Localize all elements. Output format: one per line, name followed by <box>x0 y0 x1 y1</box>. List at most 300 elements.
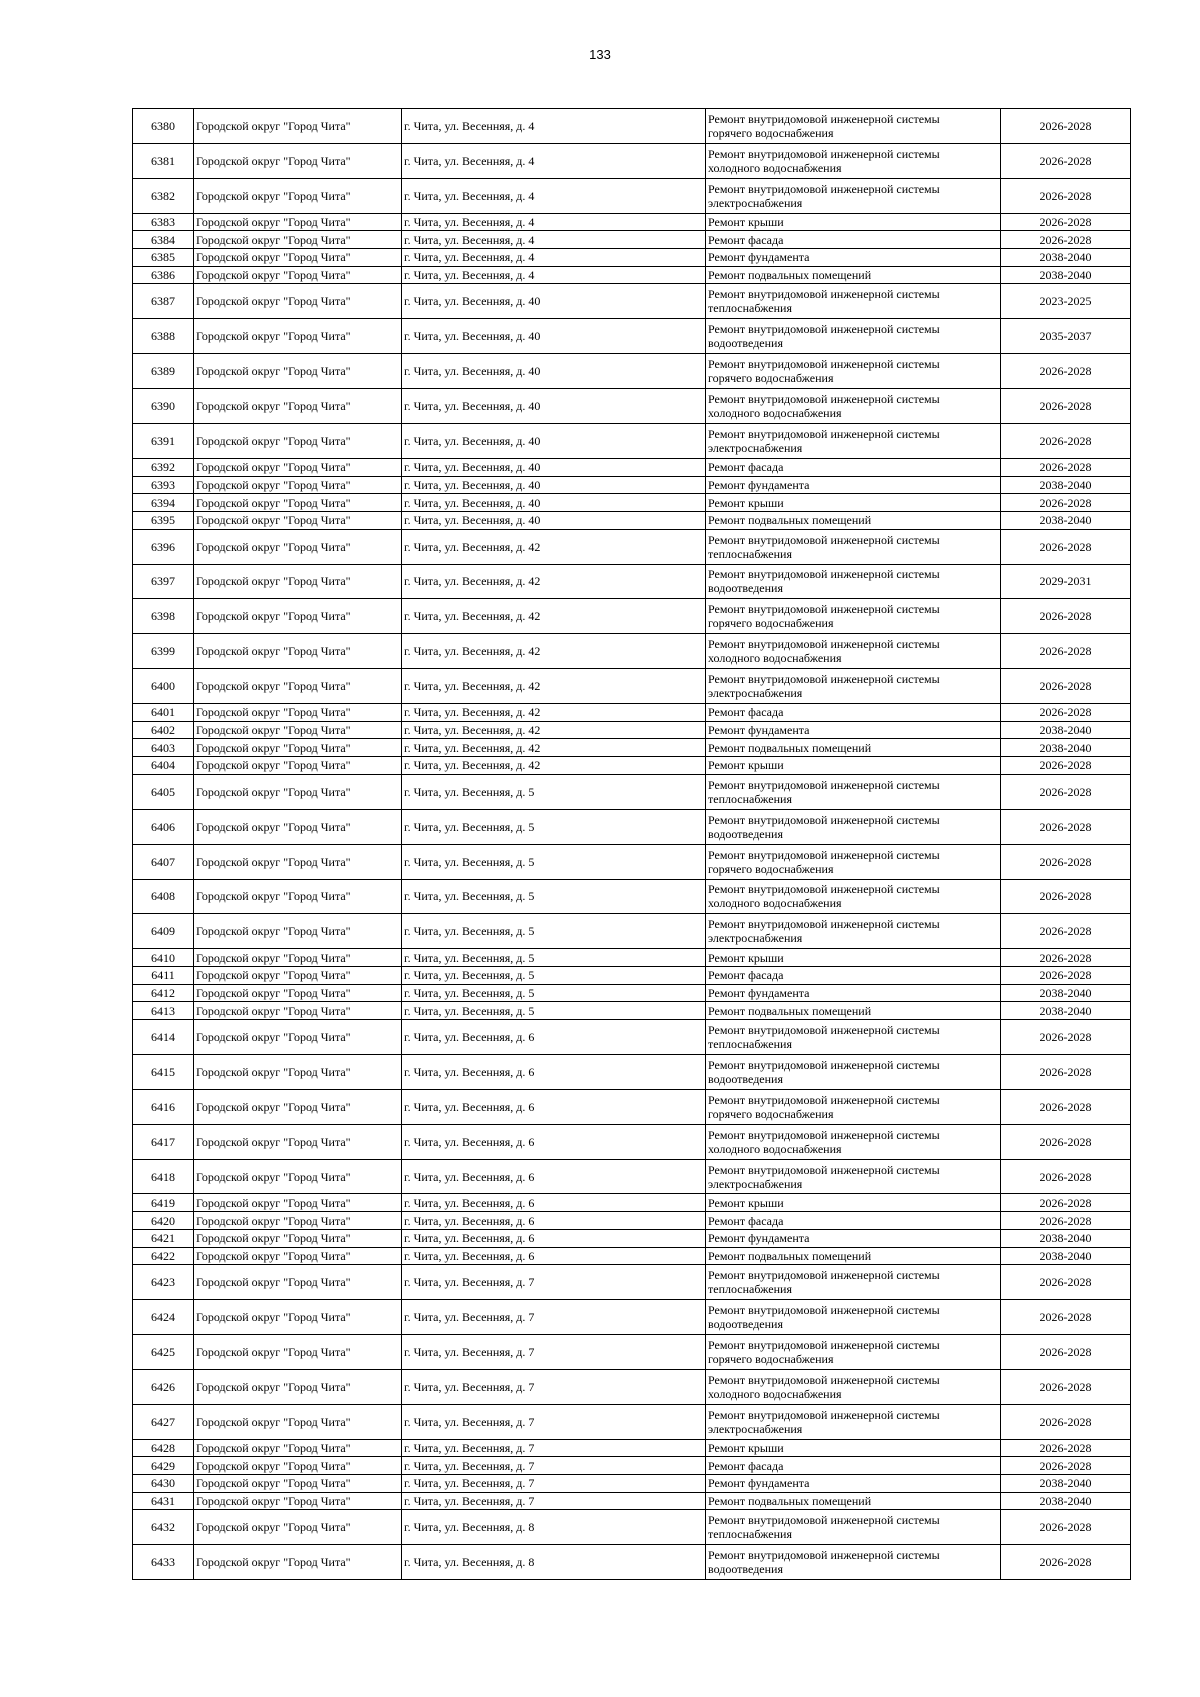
period-cell: 2026-2028 <box>1001 389 1131 424</box>
period-cell: 2026-2028 <box>1001 231 1131 249</box>
period-cell: 2026-2028 <box>1001 423 1131 458</box>
table-row <box>133 914 1131 949</box>
table-row <box>133 1247 1131 1265</box>
work-type-cell <box>706 109 1001 144</box>
row-number-cell: 6431 <box>133 1492 194 1510</box>
row-number-cell: 6403 <box>133 739 194 757</box>
address-cell: г. Чита, ул. Весенняя, д. 4 <box>402 143 706 178</box>
period-cell: 2038-2040 <box>1001 1229 1131 1247</box>
work-type-cell <box>706 1089 1001 1124</box>
work-type-cell <box>706 423 1001 458</box>
work-type-line: Ремонт внутридомовой инженерной системы <box>708 567 940 582</box>
row-number-cell: 6388 <box>133 319 194 354</box>
work-type-line: Ремонт внутридомовой инженерной системы <box>708 1372 940 1387</box>
municipality-cell: Городской округ "Город Чита" <box>194 109 402 144</box>
address-cell: г. Чита, ул. Весенняя, д. 4 <box>402 178 706 213</box>
period-cell: 2038-2040 <box>1001 1002 1131 1020</box>
work-type-line: теплоснабжения <box>708 1282 792 1297</box>
work-type-line: водоотведения <box>708 336 783 351</box>
row-number-cell: 6413 <box>133 1002 194 1020</box>
address-cell: г. Чита, ул. Весенняя, д. 42 <box>402 529 706 564</box>
municipality-cell: Городской округ "Город Чита" <box>194 966 402 984</box>
address-cell: г. Чита, ул. Весенняя, д. 6 <box>402 1212 706 1230</box>
period-cell: 2026-2028 <box>1001 1020 1131 1055</box>
work-type-line: Ремонт внутридомовой инженерной системы <box>708 1022 940 1037</box>
work-type-cell <box>706 879 1001 914</box>
address-cell: г. Чита, ул. Весенняя, д. 5 <box>402 879 706 914</box>
work-type-line: Ремонт крыши <box>708 950 784 965</box>
work-type-cell <box>706 178 1001 213</box>
row-number-cell: 6415 <box>133 1054 194 1089</box>
address-cell: г. Чита, ул. Весенняя, д. 4 <box>402 249 706 267</box>
row-number-cell: 6407 <box>133 844 194 879</box>
work-type-line: Ремонт фундамента <box>708 1476 810 1491</box>
municipality-cell: Городской округ "Город Чита" <box>194 213 402 231</box>
municipality-cell: Городской округ "Город Чита" <box>194 1404 402 1439</box>
work-type-line: водоотведения <box>708 1562 783 1577</box>
row-number-cell: 6425 <box>133 1335 194 1370</box>
period-cell: 2023-2025 <box>1001 284 1131 319</box>
work-type-line: Ремонт крыши <box>708 1441 784 1456</box>
period-cell: 2026-2028 <box>1001 634 1131 669</box>
period-cell: 2026-2028 <box>1001 1124 1131 1159</box>
row-number-cell: 6421 <box>133 1229 194 1247</box>
work-type-line: теплоснабжения <box>708 1527 792 1542</box>
period-cell: 2038-2040 <box>1001 511 1131 529</box>
work-type-line: Ремонт подвальных помещений <box>708 1248 872 1263</box>
work-type-line: горячего водоснабжения <box>708 861 834 876</box>
address-cell: г. Чита, ул. Весенняя, д. 5 <box>402 844 706 879</box>
work-type-line: Ремонт фасада <box>708 968 784 983</box>
work-type-cell <box>706 757 1001 775</box>
municipality-cell: Городской округ "Город Чита" <box>194 879 402 914</box>
row-number-cell: 6381 <box>133 143 194 178</box>
municipality-cell: Городской округ "Город Чита" <box>194 143 402 178</box>
municipality-cell: Городской округ "Город Чита" <box>194 1159 402 1194</box>
municipality-cell: Городской округ "Город Чита" <box>194 1247 402 1265</box>
work-type-line: Ремонт внутридомовой инженерной системы <box>708 392 940 407</box>
work-type-cell <box>706 511 1001 529</box>
work-type-cell <box>706 494 1001 512</box>
row-number-cell: 6396 <box>133 529 194 564</box>
address-cell: г. Чита, ул. Весенняя, д. 40 <box>402 476 706 494</box>
row-number-cell: 6397 <box>133 564 194 599</box>
table-row <box>133 354 1131 389</box>
work-type-line: Ремонт внутридомовой инженерной системы <box>708 847 940 862</box>
work-type-line: Ремонт внутридомовой инженерной системы <box>708 1407 940 1422</box>
work-type-line: Ремонт подвальных помещений <box>708 268 872 283</box>
work-type-line: Ремонт фасада <box>708 1213 784 1228</box>
work-type-cell <box>706 774 1001 809</box>
period-cell: 2026-2028 <box>1001 458 1131 476</box>
table-row <box>133 721 1131 739</box>
municipality-cell: Городской округ "Город Чита" <box>194 1439 402 1457</box>
period-cell: 2026-2028 <box>1001 774 1131 809</box>
municipality-cell: Городской округ "Город Чита" <box>194 529 402 564</box>
table-row <box>133 1457 1131 1475</box>
work-type-line: Ремонт фундамента <box>708 1231 810 1246</box>
address-cell: г. Чита, ул. Весенняя, д. 5 <box>402 809 706 844</box>
row-number-cell: 6380 <box>133 109 194 144</box>
address-cell: г. Чита, ул. Весенняя, д. 6 <box>402 1054 706 1089</box>
work-type-line: электроснабжения <box>708 1421 803 1436</box>
table-row <box>133 1002 1131 1020</box>
work-type-cell <box>706 721 1001 739</box>
work-type-cell <box>706 1510 1001 1545</box>
table-row <box>133 599 1131 634</box>
row-number-cell: 6430 <box>133 1475 194 1493</box>
address-cell: г. Чита, ул. Весенняя, д. 8 <box>402 1545 706 1580</box>
address-cell: г. Чита, ул. Весенняя, д. 5 <box>402 949 706 967</box>
address-cell: г. Чита, ул. Весенняя, д. 40 <box>402 511 706 529</box>
work-type-line: электроснабжения <box>708 195 803 210</box>
work-type-line: Ремонт внутридомовой инженерной системы <box>708 111 940 126</box>
address-cell: г. Чита, ул. Весенняя, д. 40 <box>402 354 706 389</box>
row-number-cell: 6426 <box>133 1369 194 1404</box>
address-cell: г. Чита, ул. Весенняя, д. 6 <box>402 1089 706 1124</box>
work-type-cell <box>706 458 1001 476</box>
period-cell: 2026-2028 <box>1001 809 1131 844</box>
work-type-cell <box>706 1159 1001 1194</box>
work-type-cell <box>706 476 1001 494</box>
work-type-line: теплоснабжения <box>708 546 792 561</box>
municipality-cell: Городской округ "Город Чита" <box>194 1124 402 1159</box>
period-cell: 2026-2028 <box>1001 1212 1131 1230</box>
table-row <box>133 949 1131 967</box>
row-number-cell: 6390 <box>133 389 194 424</box>
address-cell: г. Чита, ул. Весенняя, д. 42 <box>402 721 706 739</box>
municipality-cell: Городской округ "Город Чита" <box>194 319 402 354</box>
work-type-line: Ремонт внутридомовой инженерной системы <box>708 637 940 652</box>
address-cell: г. Чита, ул. Весенняя, д. 40 <box>402 389 706 424</box>
municipality-cell: Городской округ "Город Чита" <box>194 1229 402 1247</box>
work-type-cell <box>706 739 1001 757</box>
municipality-cell: Городской округ "Город Чита" <box>194 1002 402 1020</box>
row-number-cell: 6386 <box>133 266 194 284</box>
row-number-cell: 6428 <box>133 1439 194 1457</box>
period-cell: 2026-2028 <box>1001 879 1131 914</box>
row-number-cell: 6409 <box>133 914 194 949</box>
period-cell: 2026-2028 <box>1001 143 1131 178</box>
table-row <box>133 423 1131 458</box>
period-cell: 2026-2028 <box>1001 529 1131 564</box>
work-type-line: Ремонт внутридомовой инженерной системы <box>708 287 940 302</box>
address-cell: г. Чита, ул. Весенняя, д. 6 <box>402 1229 706 1247</box>
work-type-cell <box>706 1020 1001 1055</box>
table-row <box>133 634 1131 669</box>
address-cell: г. Чита, ул. Весенняя, д. 7 <box>402 1475 706 1493</box>
address-cell: г. Чита, ул. Весенняя, д. 6 <box>402 1124 706 1159</box>
work-type-line: Ремонт крыши <box>708 215 784 230</box>
address-cell: г. Чита, ул. Весенняя, д. 7 <box>402 1335 706 1370</box>
municipality-cell: Городской округ "Город Чита" <box>194 423 402 458</box>
period-cell: 2026-2028 <box>1001 914 1131 949</box>
period-cell: 2026-2028 <box>1001 1335 1131 1370</box>
address-cell: г. Чита, ул. Весенняя, д. 42 <box>402 564 706 599</box>
work-type-cell <box>706 389 1001 424</box>
address-cell: г. Чита, ул. Весенняя, д. 4 <box>402 231 706 249</box>
work-type-cell <box>706 1265 1001 1300</box>
municipality-cell: Городской округ "Город Чита" <box>194 458 402 476</box>
work-type-cell <box>706 564 1001 599</box>
municipality-cell: Городской округ "Город Чита" <box>194 757 402 775</box>
address-cell: г. Чита, ул. Весенняя, д. 5 <box>402 914 706 949</box>
period-cell: 2026-2028 <box>1001 494 1131 512</box>
work-type-cell <box>706 1335 1001 1370</box>
work-type-line: горячего водоснабжения <box>708 1106 834 1121</box>
municipality-cell: Городской округ "Город Чита" <box>194 809 402 844</box>
table-row <box>133 1404 1131 1439</box>
municipality-cell: Городской округ "Город Чита" <box>194 1335 402 1370</box>
municipality-cell: Городской округ "Город Чита" <box>194 1194 402 1212</box>
period-cell: 2026-2028 <box>1001 599 1131 634</box>
table-row <box>133 476 1131 494</box>
work-type-cell <box>706 354 1001 389</box>
address-cell: г. Чита, ул. Весенняя, д. 42 <box>402 599 706 634</box>
address-cell: г. Чита, ул. Весенняя, д. 7 <box>402 1439 706 1457</box>
work-type-cell <box>706 809 1001 844</box>
table-row <box>133 494 1131 512</box>
work-type-line: водоотведения <box>708 1071 783 1086</box>
row-number-cell: 6391 <box>133 423 194 458</box>
work-type-line: Ремонт внутридомовой инженерной системы <box>708 917 940 932</box>
address-cell: г. Чита, ул. Весенняя, д. 40 <box>402 458 706 476</box>
table-row <box>133 1089 1131 1124</box>
work-type-cell <box>706 634 1001 669</box>
row-number-cell: 6392 <box>133 458 194 476</box>
work-type-cell <box>706 1475 1001 1493</box>
table-row <box>133 1492 1131 1510</box>
work-type-cell <box>706 1002 1001 1020</box>
work-type-line: Ремонт фундамента <box>708 986 810 1000</box>
municipality-cell: Городской округ "Город Чита" <box>194 599 402 634</box>
row-number-cell: 6423 <box>133 1265 194 1300</box>
row-number-cell: 6418 <box>133 1159 194 1194</box>
period-cell: 2026-2028 <box>1001 1300 1131 1335</box>
table-row <box>133 1265 1131 1300</box>
table-row <box>133 1159 1131 1194</box>
work-type-line: Ремонт подвальных помещений <box>708 1003 872 1018</box>
work-type-line: холодного водоснабжения <box>708 160 842 175</box>
work-type-cell <box>706 1545 1001 1580</box>
table-row <box>133 231 1131 249</box>
municipality-cell: Городской округ "Город Чита" <box>194 564 402 599</box>
table-row <box>133 266 1131 284</box>
period-cell: 2038-2040 <box>1001 739 1131 757</box>
work-type-cell <box>706 213 1001 231</box>
period-cell: 2026-2028 <box>1001 1404 1131 1439</box>
table-row <box>133 774 1131 809</box>
row-number-cell: 6432 <box>133 1510 194 1545</box>
address-cell: г. Чита, ул. Весенняя, д. 40 <box>402 494 706 512</box>
table-row <box>133 844 1131 879</box>
work-type-line: холодного водоснабжения <box>708 1141 842 1156</box>
municipality-cell: Городской округ "Город Чита" <box>194 1020 402 1055</box>
work-type-line: Ремонт подвальных помещений <box>708 1494 872 1509</box>
work-type-cell <box>706 966 1001 984</box>
work-type-cell <box>706 231 1001 249</box>
table-row <box>133 143 1131 178</box>
row-number-cell: 6383 <box>133 213 194 231</box>
municipality-cell: Городской округ "Город Чита" <box>194 1212 402 1230</box>
row-number-cell: 6398 <box>133 599 194 634</box>
table-row <box>133 669 1131 704</box>
period-cell: 2026-2028 <box>1001 704 1131 722</box>
row-number-cell: 6429 <box>133 1457 194 1475</box>
row-number-cell: 6412 <box>133 984 194 1002</box>
row-number-cell: 6424 <box>133 1300 194 1335</box>
work-type-cell <box>706 1404 1001 1439</box>
register-table-body <box>133 109 1131 1580</box>
work-type-line: Ремонт крыши <box>708 1195 784 1210</box>
period-cell: 2038-2040 <box>1001 476 1131 494</box>
period-cell: 2029-2031 <box>1001 564 1131 599</box>
work-type-cell <box>706 143 1001 178</box>
address-cell: г. Чита, ул. Весенняя, д. 8 <box>402 1510 706 1545</box>
address-cell: г. Чита, ул. Весенняя, д. 40 <box>402 284 706 319</box>
row-number-cell: 6399 <box>133 634 194 669</box>
period-cell: 2026-2028 <box>1001 1510 1131 1545</box>
table-row <box>133 739 1131 757</box>
work-type-line: Ремонт внутридомовой инженерной системы <box>708 1548 940 1563</box>
period-cell: 2026-2028 <box>1001 109 1131 144</box>
work-type-line: горячего водоснабжения <box>708 616 834 631</box>
work-type-cell <box>706 284 1001 319</box>
table-row <box>133 966 1131 984</box>
work-type-line: Ремонт внутридомовой инженерной системы <box>708 532 940 547</box>
municipality-cell: Городской округ "Город Чита" <box>194 1300 402 1335</box>
work-type-line: Ремонт подвальных помещений <box>708 513 872 528</box>
work-type-line: теплоснабжения <box>708 301 792 316</box>
period-cell: 2026-2028 <box>1001 178 1131 213</box>
work-type-line: электроснабжения <box>708 931 803 946</box>
row-number-cell: 6402 <box>133 721 194 739</box>
row-number-cell: 6405 <box>133 774 194 809</box>
work-type-cell <box>706 1212 1001 1230</box>
period-cell: 2035-2037 <box>1001 319 1131 354</box>
municipality-cell: Городской округ "Город Чита" <box>194 1089 402 1124</box>
address-cell: г. Чита, ул. Весенняя, д. 6 <box>402 1194 706 1212</box>
address-cell: г. Чита, ул. Весенняя, д. 5 <box>402 966 706 984</box>
address-cell: г. Чита, ул. Весенняя, д. 4 <box>402 109 706 144</box>
municipality-cell: Городской округ "Город Чита" <box>194 1545 402 1580</box>
table-row <box>133 1124 1131 1159</box>
address-cell: г. Чита, ул. Весенняя, д. 40 <box>402 319 706 354</box>
address-cell: г. Чита, ул. Весенняя, д. 5 <box>402 1002 706 1020</box>
work-type-cell <box>706 704 1001 722</box>
work-type-cell <box>706 249 1001 267</box>
municipality-cell: Городской округ "Город Чита" <box>194 1475 402 1493</box>
municipality-cell: Городской округ "Город Чита" <box>194 354 402 389</box>
period-cell: 2026-2028 <box>1001 1545 1131 1580</box>
row-number-cell: 6417 <box>133 1124 194 1159</box>
work-type-line: холодного водоснабжения <box>708 651 842 666</box>
work-type-cell <box>706 1439 1001 1457</box>
period-cell: 2026-2028 <box>1001 1265 1131 1300</box>
work-type-line: Ремонт внутридомовой инженерной системы <box>708 602 940 617</box>
work-type-cell <box>706 914 1001 949</box>
work-type-line: Ремонт подвальных помещений <box>708 740 872 755</box>
work-type-line: Ремонт внутридомовой инженерной системы <box>708 672 940 687</box>
work-type-line: Ремонт внутридомовой инженерной системы <box>708 1127 940 1142</box>
row-number-cell: 6408 <box>133 879 194 914</box>
row-number-cell: 6433 <box>133 1545 194 1580</box>
row-number-cell: 6385 <box>133 249 194 267</box>
municipality-cell: Городской округ "Город Чита" <box>194 914 402 949</box>
municipality-cell: Городской округ "Город Чита" <box>194 249 402 267</box>
table-row <box>133 1054 1131 1089</box>
table-row <box>133 1545 1131 1580</box>
work-type-line: теплоснабжения <box>708 791 792 806</box>
row-number-cell: 6414 <box>133 1020 194 1055</box>
period-cell: 2026-2028 <box>1001 669 1131 704</box>
period-cell: 2026-2028 <box>1001 1089 1131 1124</box>
work-type-line: горячего водоснабжения <box>708 125 834 140</box>
row-number-cell: 6416 <box>133 1089 194 1124</box>
table-row <box>133 389 1131 424</box>
address-cell: г. Чита, ул. Весенняя, д. 6 <box>402 1159 706 1194</box>
work-type-line: Ремонт внутридомовой инженерной системы <box>708 1092 940 1107</box>
period-cell: 2026-2028 <box>1001 1457 1131 1475</box>
municipality-cell: Городской округ "Город Чита" <box>194 704 402 722</box>
work-type-line: Ремонт внутридомовой инженерной системы <box>708 777 940 792</box>
work-type-line: Ремонт крыши <box>708 495 784 510</box>
table-row <box>133 511 1131 529</box>
work-type-cell <box>706 1300 1001 1335</box>
work-type-cell <box>706 1247 1001 1265</box>
table-row <box>133 1194 1131 1212</box>
work-type-line: горячего водоснабжения <box>708 1351 834 1366</box>
period-cell: 2038-2040 <box>1001 1475 1131 1493</box>
table-row <box>133 984 1131 1002</box>
work-type-cell <box>706 949 1001 967</box>
table-row <box>133 213 1131 231</box>
work-type-line: Ремонт внутридомовой инженерной системы <box>708 146 940 161</box>
work-type-line: Ремонт фасада <box>708 460 784 475</box>
row-number-cell: 6384 <box>133 231 194 249</box>
work-type-line: теплоснабжения <box>708 1036 792 1051</box>
work-type-line: холодного водоснабжения <box>708 1386 842 1401</box>
row-number-cell: 6410 <box>133 949 194 967</box>
table-row <box>133 879 1131 914</box>
row-number-cell: 6394 <box>133 494 194 512</box>
row-number-cell: 6427 <box>133 1404 194 1439</box>
register-table <box>132 108 1131 1580</box>
row-number-cell: 6389 <box>133 354 194 389</box>
work-type-cell <box>706 1054 1001 1089</box>
work-type-cell <box>706 1457 1001 1475</box>
work-type-line: Ремонт фасада <box>708 1458 784 1473</box>
work-type-cell <box>706 599 1001 634</box>
address-cell: г. Чита, ул. Весенняя, д. 4 <box>402 266 706 284</box>
row-number-cell: 6419 <box>133 1194 194 1212</box>
municipality-cell: Городской округ "Город Чита" <box>194 1457 402 1475</box>
work-type-line: водоотведения <box>708 581 783 596</box>
address-cell: г. Чита, ул. Весенняя, д. 5 <box>402 984 706 1002</box>
table-row <box>133 1212 1131 1230</box>
municipality-cell: Городской округ "Город Чита" <box>194 721 402 739</box>
table-row <box>133 284 1131 319</box>
address-cell: г. Чита, ул. Весенняя, д. 7 <box>402 1404 706 1439</box>
work-type-line: Ремонт внутридомовой инженерной системы <box>708 1303 940 1318</box>
period-cell: 2026-2028 <box>1001 1369 1131 1404</box>
work-type-line: Ремонт внутридомовой инженерной системы <box>708 1057 940 1072</box>
period-cell: 2026-2028 <box>1001 1439 1131 1457</box>
table-row <box>133 458 1131 476</box>
municipality-cell: Городской округ "Город Чита" <box>194 266 402 284</box>
municipality-cell: Городской округ "Город Чита" <box>194 634 402 669</box>
work-type-line: Ремонт внутридомовой инженерной системы <box>708 1337 940 1352</box>
